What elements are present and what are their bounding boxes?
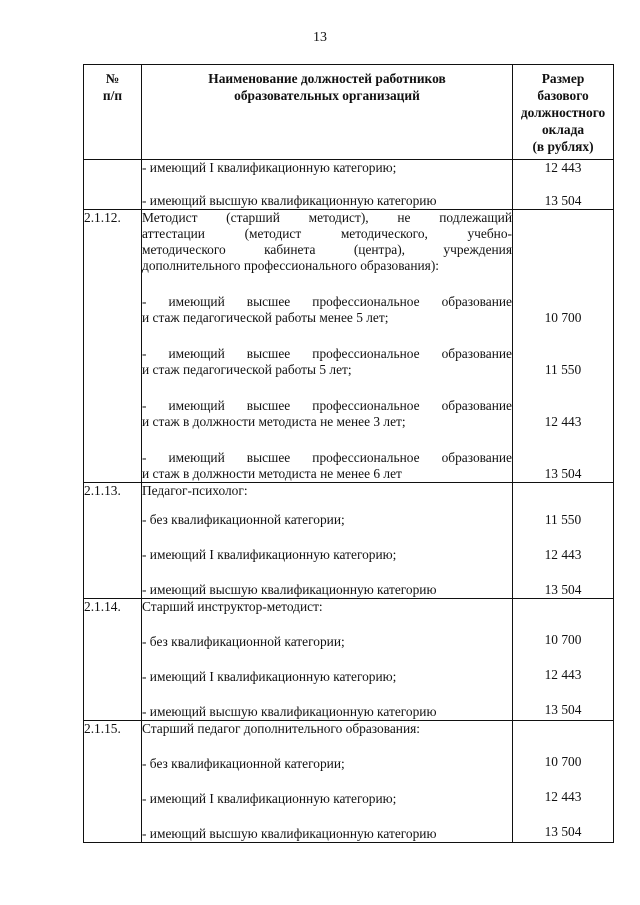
header-number-line: № bbox=[105, 71, 120, 86]
salary-value: 10 700 bbox=[544, 754, 582, 769]
item-text: - без квалификационной категории; bbox=[142, 756, 345, 771]
row-description bbox=[142, 160, 513, 210]
header-number-line: п/п bbox=[102, 88, 123, 103]
item-text: - без квалификационной категории; bbox=[142, 634, 345, 649]
item-text: - имеющий высшую квалификационную категорию bbox=[142, 704, 437, 719]
row-number: 2.1.13. bbox=[84, 483, 142, 599]
table-row bbox=[84, 160, 614, 210]
item-text: и стаж педагогической работы менее 5 лет; bbox=[142, 310, 389, 325]
row-title-line: методического кабинета (центра), учреждения bbox=[142, 242, 512, 257]
salary-table bbox=[83, 64, 614, 843]
salary-value: 12 443 bbox=[544, 414, 582, 429]
item-text: и стаж педагогической работы 5 лет; bbox=[142, 362, 352, 377]
row-description bbox=[142, 483, 513, 599]
item-text: и стаж в должности методиста не менее 3 лет; bbox=[142, 414, 406, 429]
row-values bbox=[513, 721, 614, 843]
header-salary-line: должностного bbox=[520, 105, 606, 120]
item-text: - имеющий I квалификационную категорию; bbox=[142, 669, 397, 684]
salary-value: 10 700 bbox=[544, 310, 582, 325]
header-salary bbox=[513, 65, 614, 160]
header-position-line: образовательных организаций bbox=[234, 88, 420, 103]
row-number: 2.1.15. bbox=[84, 721, 142, 843]
row-title-line: Педагог-психолог: bbox=[142, 483, 248, 498]
item-text: - имеющий I квалификационную категорию; bbox=[142, 547, 397, 562]
row-title-line: Старший инструктор-методист: bbox=[142, 599, 323, 614]
row-values bbox=[513, 599, 614, 721]
row-values bbox=[513, 483, 614, 599]
header-salary-line: оклада bbox=[541, 122, 585, 137]
item-text: - имеющий высшее профессиональное образование bbox=[142, 346, 512, 361]
item-text: - имеющий высшее профессиональное образование bbox=[142, 398, 512, 413]
salary-value: 12 443 bbox=[544, 160, 582, 175]
row-title-line: Методист (старший методист), не подлежащий bbox=[142, 210, 512, 225]
header-position-name bbox=[142, 65, 513, 160]
salary-value: 13 504 bbox=[544, 824, 582, 839]
salary-value: 13 504 bbox=[544, 702, 582, 717]
item-text: - имеющий высшую квалификационную категорию bbox=[142, 193, 437, 208]
item-text: - имеющий высшее профессиональное образование bbox=[142, 294, 512, 309]
table-row bbox=[84, 210, 614, 483]
table-row bbox=[84, 483, 614, 599]
header-position-line: Наименование должностей работников bbox=[208, 71, 446, 86]
row-number: 2.1.14. bbox=[84, 599, 142, 721]
row-title-line: аттестации (методист методического, учебно- bbox=[142, 226, 512, 241]
header-salary-line: базового bbox=[537, 88, 589, 103]
header-salary-line: (в рублях) bbox=[532, 139, 594, 154]
row-values bbox=[513, 210, 614, 483]
salary-value: 11 550 bbox=[544, 362, 582, 377]
page-number: 13 bbox=[313, 30, 327, 45]
row-description bbox=[142, 721, 513, 843]
row-number: 2.1.12. bbox=[84, 210, 142, 483]
salary-value: 11 550 bbox=[544, 512, 582, 527]
item-text: - без квалификационной категории; bbox=[142, 512, 345, 527]
item-text: - имеющий I квалификационную категорию; bbox=[142, 791, 397, 806]
item-text: - имеющий I квалификационную категорию; bbox=[142, 160, 397, 175]
salary-value: 12 443 bbox=[544, 789, 582, 804]
table-row bbox=[84, 599, 614, 721]
header-salary-line: Размер bbox=[541, 71, 585, 86]
table-row bbox=[84, 721, 614, 843]
item-text: и стаж в должности методиста не менее 6 лет bbox=[142, 466, 402, 481]
row-title-line: Старший педагог дополнительного образования: bbox=[142, 721, 420, 736]
item-text: - имеющий высшую квалификационную категорию bbox=[142, 582, 437, 597]
item-text: - имеющий высшее профессиональное образование bbox=[142, 450, 512, 465]
salary-value: 12 443 bbox=[544, 547, 582, 562]
item-text: - имеющий высшую квалификационную категорию bbox=[142, 826, 437, 841]
table-header-row bbox=[84, 65, 614, 160]
row-description bbox=[142, 599, 513, 721]
row-title-line: дополнительного профессионального образования): bbox=[142, 258, 440, 273]
row-values bbox=[513, 160, 614, 210]
row-description bbox=[142, 210, 513, 483]
row-number bbox=[84, 160, 142, 210]
salary-value: 12 443 bbox=[544, 667, 582, 682]
salary-value: 13 504 bbox=[544, 582, 582, 597]
salary-value: 13 504 bbox=[544, 466, 582, 481]
salary-value: 10 700 bbox=[544, 632, 582, 647]
header-number bbox=[84, 65, 142, 160]
salary-value: 13 504 bbox=[544, 193, 582, 208]
